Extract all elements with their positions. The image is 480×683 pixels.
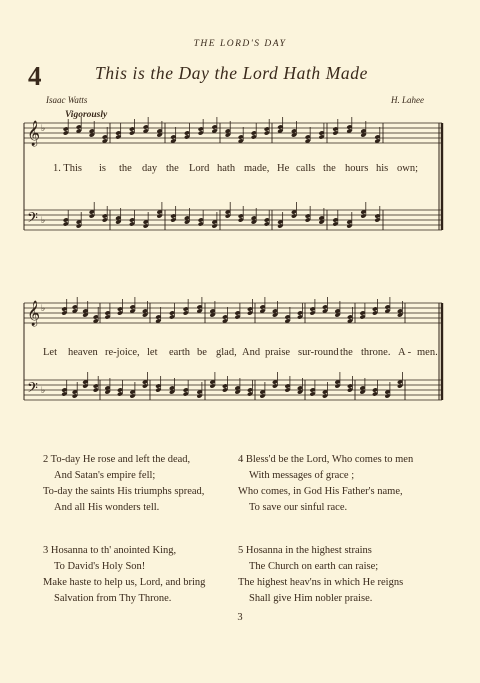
stanza-line: 2 To-day He rose and left the dead, xyxy=(43,454,191,465)
stanza-5 xyxy=(238,543,403,607)
stanza-line: And all His wonders tell. xyxy=(54,502,160,513)
stanza-2 xyxy=(43,452,204,516)
lyric-word: day xyxy=(142,163,158,174)
lyric-word: Let xyxy=(43,347,57,358)
flat-icon: ♭ xyxy=(41,124,46,134)
flat-icon: ♭ xyxy=(41,386,46,396)
lyric-word: And xyxy=(242,347,261,358)
stanza-line: The Church on earth can raise; xyxy=(249,561,379,572)
stanza-line: Who comes, in God His Father's name, xyxy=(238,486,403,497)
lyric-word: the xyxy=(119,163,132,174)
lyric-word: made, xyxy=(244,163,270,174)
lyric-word: glad, xyxy=(216,347,237,358)
stanza-line: With messages of grace ; xyxy=(249,470,355,481)
stanza-line: To save our sinful race. xyxy=(249,502,348,513)
lyric-word: throne. xyxy=(361,347,391,358)
stanza-line: The highest heav'ns in which He reigns xyxy=(238,577,404,588)
lyric-word: calls xyxy=(296,163,316,174)
author-credit: Isaac Watts xyxy=(46,95,88,105)
hymn-title: This is the Day the Lord Hath Made xyxy=(95,63,369,83)
lyric-word: be xyxy=(197,347,207,358)
bass-clef-icon: 𝄢 xyxy=(27,380,38,400)
lyric-word: the xyxy=(340,347,353,358)
stanza-line: Make haste to help us, Lord, and bring xyxy=(43,577,206,588)
running-head: THE LORD'S DAY xyxy=(193,39,287,49)
composer-credit: H. Lahee xyxy=(391,95,424,105)
stanza-line: And Satan's empire fell; xyxy=(54,470,156,481)
flat-icon: ♭ xyxy=(41,304,46,314)
stanza-line: To David's Holy Son! xyxy=(54,561,146,572)
hymn-number: 4 xyxy=(28,61,42,91)
treble-clef-icon: 𝄞 xyxy=(27,121,41,146)
lyric-word: the xyxy=(323,163,336,174)
lyric-word: A - xyxy=(398,347,412,358)
lyric-word: hath xyxy=(217,163,236,174)
lyric-word: He xyxy=(277,163,290,174)
stanza-line: To-day the saints His triumphs spread, xyxy=(43,486,205,497)
lyric-word: earth xyxy=(169,347,190,358)
lyric-word: heaven xyxy=(68,347,98,358)
lyric-word: own; xyxy=(397,163,418,174)
stanza-4 xyxy=(238,452,413,516)
lyric-word: sur-round xyxy=(298,347,339,358)
bass-clef-icon: 𝄢 xyxy=(27,210,38,230)
flat-icon: ♭ xyxy=(41,216,46,226)
stanza-line: Shall give Him nobler praise. xyxy=(249,593,373,604)
stanza-line: 4 Bless'd be the Lord, Who comes to men xyxy=(238,454,414,465)
lyric-word: let xyxy=(147,347,158,358)
lyric-word: is xyxy=(99,163,107,174)
lyric-word: the xyxy=(166,163,179,174)
stanza-3 xyxy=(43,543,205,607)
lyric-word: praise xyxy=(265,347,291,358)
lyric-word: 1. This xyxy=(53,163,82,174)
treble-clef-icon: 𝄞 xyxy=(27,301,41,326)
tempo-marking: Vigorously xyxy=(65,110,108,120)
lyric-word: Lord xyxy=(189,163,210,174)
lyric-word: re-joice, xyxy=(105,347,140,358)
stanza-line: 5 Hosanna in the highest strains xyxy=(238,545,372,556)
lyric-word: his xyxy=(376,163,389,174)
stanza-line: Salvation from Thy Throne. xyxy=(54,593,172,604)
stanza-line: 3 Hosanna to th' anointed King, xyxy=(43,545,177,556)
lyric-word: hours xyxy=(345,163,369,174)
lyric-word: men. xyxy=(417,347,438,358)
page-number: 3 xyxy=(237,612,243,623)
